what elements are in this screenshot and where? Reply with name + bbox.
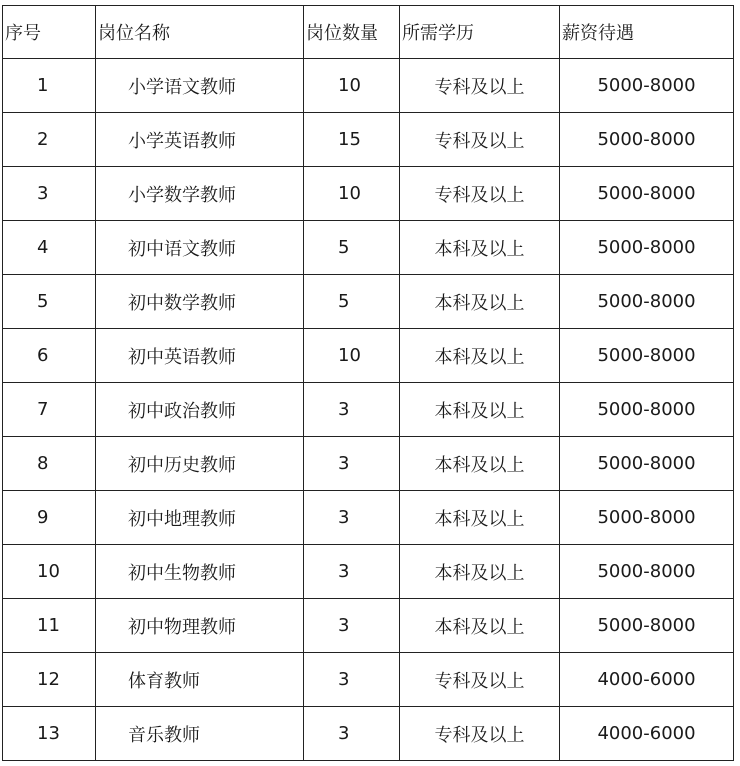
cell-index: 1	[3, 59, 96, 113]
cell-position-name: 小学语文教师	[96, 59, 304, 113]
header-position-name: 岗位名称	[96, 6, 304, 59]
cell-index: 6	[3, 329, 96, 383]
cell-position-count: 15	[304, 113, 400, 167]
table-row	[3, 545, 734, 599]
table-row	[3, 707, 734, 761]
cell-position-count: 10	[304, 59, 400, 113]
cell-position-count: 3	[304, 707, 400, 761]
cell-position-name: 初中生物教师	[96, 545, 304, 599]
cell-education: 本科及以上	[400, 329, 560, 383]
cell-position-count: 3	[304, 545, 400, 599]
cell-education: 专科及以上	[400, 59, 560, 113]
cell-index: 7	[3, 383, 96, 437]
cell-index: 10	[3, 545, 96, 599]
cell-index: 12	[3, 653, 96, 707]
cell-salary: 5000-8000	[560, 59, 734, 113]
cell-position-name: 初中地理教师	[96, 491, 304, 545]
cell-salary: 5000-8000	[560, 599, 734, 653]
cell-position-name: 小学数学教师	[96, 167, 304, 221]
job-table-container	[2, 5, 734, 761]
cell-salary: 5000-8000	[560, 545, 734, 599]
cell-education: 本科及以上	[400, 491, 560, 545]
table-row	[3, 59, 734, 113]
cell-position-count: 10	[304, 329, 400, 383]
header-position-count: 岗位数量	[304, 6, 400, 59]
table-row	[3, 221, 734, 275]
header-index: 序号	[3, 6, 96, 59]
cell-salary: 5000-8000	[560, 383, 734, 437]
cell-salary: 5000-8000	[560, 491, 734, 545]
cell-position-name: 初中语文教师	[96, 221, 304, 275]
cell-education: 专科及以上	[400, 167, 560, 221]
cell-position-name: 初中政治教师	[96, 383, 304, 437]
cell-position-name: 初中历史教师	[96, 437, 304, 491]
table-row	[3, 383, 734, 437]
cell-salary: 5000-8000	[560, 275, 734, 329]
cell-position-count: 10	[304, 167, 400, 221]
cell-education: 本科及以上	[400, 275, 560, 329]
cell-index: 2	[3, 113, 96, 167]
table-row	[3, 491, 734, 545]
cell-salary: 5000-8000	[560, 329, 734, 383]
table-row	[3, 653, 734, 707]
cell-salary: 4000-6000	[560, 653, 734, 707]
job-positions-table	[2, 5, 734, 761]
cell-index: 9	[3, 491, 96, 545]
cell-position-name: 体育教师	[96, 653, 304, 707]
cell-position-name: 音乐教师	[96, 707, 304, 761]
cell-education: 专科及以上	[400, 113, 560, 167]
cell-position-count: 3	[304, 599, 400, 653]
cell-position-count: 5	[304, 275, 400, 329]
cell-education: 专科及以上	[400, 653, 560, 707]
cell-index: 3	[3, 167, 96, 221]
cell-position-count: 5	[304, 221, 400, 275]
header-education: 所需学历	[400, 6, 560, 59]
cell-position-count: 3	[304, 437, 400, 491]
table-row	[3, 437, 734, 491]
cell-salary: 4000-6000	[560, 707, 734, 761]
table-row	[3, 167, 734, 221]
cell-position-name: 小学英语教师	[96, 113, 304, 167]
cell-education: 专科及以上	[400, 707, 560, 761]
header-salary: 薪资待遇	[560, 6, 734, 59]
cell-education: 本科及以上	[400, 545, 560, 599]
cell-education: 本科及以上	[400, 221, 560, 275]
table-row	[3, 599, 734, 653]
cell-position-name: 初中物理教师	[96, 599, 304, 653]
cell-position-count: 3	[304, 491, 400, 545]
cell-salary: 5000-8000	[560, 221, 734, 275]
cell-position-count: 3	[304, 383, 400, 437]
cell-index: 11	[3, 599, 96, 653]
cell-education: 本科及以上	[400, 437, 560, 491]
cell-education: 本科及以上	[400, 383, 560, 437]
table-row	[3, 275, 734, 329]
cell-position-name: 初中数学教师	[96, 275, 304, 329]
cell-salary: 5000-8000	[560, 113, 734, 167]
cell-index: 8	[3, 437, 96, 491]
cell-index: 4	[3, 221, 96, 275]
cell-index: 13	[3, 707, 96, 761]
table-row	[3, 113, 734, 167]
table-header-row	[3, 6, 734, 59]
cell-salary: 5000-8000	[560, 167, 734, 221]
cell-education: 本科及以上	[400, 599, 560, 653]
cell-position-name: 初中英语教师	[96, 329, 304, 383]
cell-position-count: 3	[304, 653, 400, 707]
cell-salary: 5000-8000	[560, 437, 734, 491]
cell-index: 5	[3, 275, 96, 329]
table-row	[3, 329, 734, 383]
